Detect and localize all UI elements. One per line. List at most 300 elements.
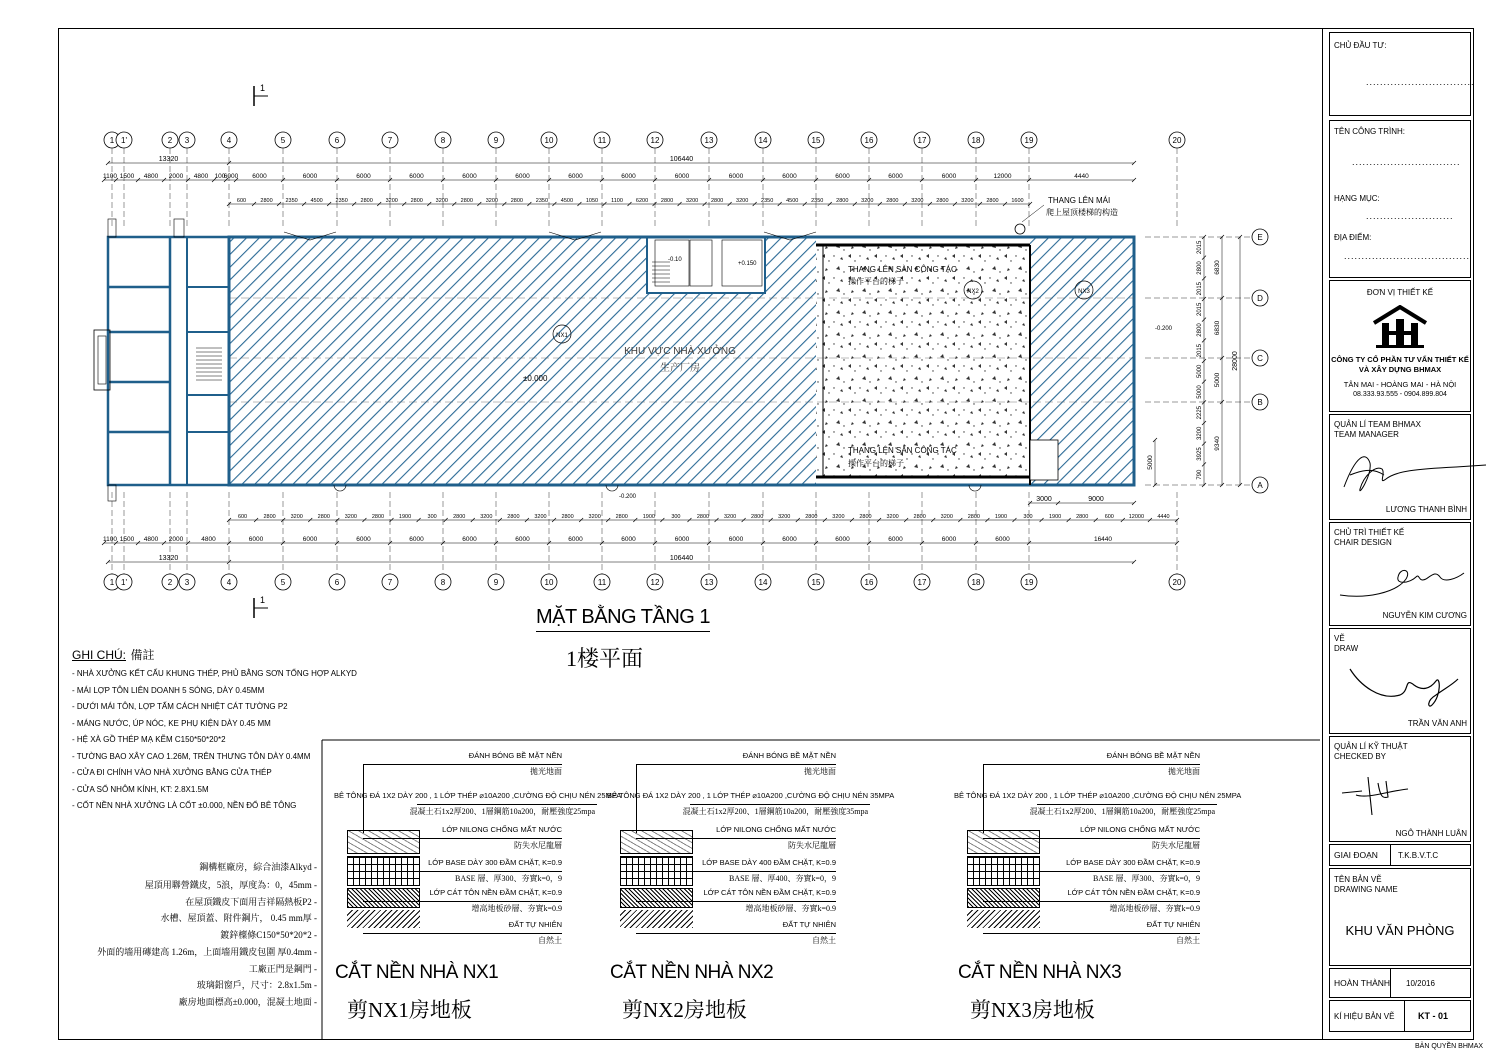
section-layer-label: LỚP NILONG CHỐNG MẤT NƯỚC — [442, 825, 562, 834]
section-layer-label-cn: 拋光地面 — [804, 767, 836, 776]
drawing-name-label: TÊN BẢN VẼ — [1334, 875, 1382, 884]
section-cut-number: 1 — [260, 83, 266, 93]
section-layer-underline — [983, 871, 1200, 872]
dimension-text: 6000 — [782, 536, 797, 543]
draw-label-en: DRAW — [1334, 644, 1359, 653]
nx3-room — [1030, 440, 1058, 480]
dimension-text: 1500 — [119, 536, 135, 543]
company-phone: 08.333.93.555 - 0904.899.804 — [1353, 391, 1447, 398]
zone-label: KHU VỰC NHÀ XƯỞNG — [624, 346, 736, 357]
grid-label: 20 — [1172, 136, 1182, 145]
dimension-text: 5000 — [1147, 455, 1154, 470]
section-layer-label: BÊ TÔNG ĐÁ 1X2 DÀY 200 , 1 LỚP THÉP ⌀10A200 ,CƯỜNG ĐỘ CHỊU NÉN 25MPA — [334, 791, 622, 800]
dimension-text: 12000 — [1128, 514, 1145, 520]
section-layer-underline — [983, 838, 1200, 839]
section-title-cn: 剪NX1房地板 — [347, 998, 472, 1022]
dimension-text: 2800 — [1197, 261, 1203, 275]
dimension-text: 3200 — [723, 514, 737, 520]
dimension-text: 13320 — [158, 555, 179, 562]
dimension-text: 6000 — [888, 536, 903, 543]
note-item-cn: 在屋頂鐵皮下面用吉祥隔熱板P2 - — [185, 897, 317, 907]
dimension-text: 5000 — [1197, 385, 1203, 399]
dimension-text: 2800 — [615, 514, 628, 520]
grid-label: 10 — [544, 578, 554, 587]
note-item: - NHÀ XƯỞNG KẾT CẤU KHUNG THÉP, PHỦ BẰNG SƠN TỔNG HỢP ALKYD — [72, 669, 357, 678]
manager-label-en: TEAM MANAGER — [1334, 430, 1399, 439]
dimension-text: 6000 — [941, 173, 957, 180]
level-mark: -0.200 — [1155, 326, 1173, 332]
dimension-text: 2350 — [335, 198, 348, 204]
grid-label: 14 — [758, 578, 768, 587]
designer-cell — [1329, 280, 1471, 412]
code-divider — [1404, 1001, 1405, 1031]
dimension-text: 6200 — [635, 198, 649, 204]
dimension-text: 6000 — [728, 536, 744, 543]
dimension-text: 2800 — [1197, 323, 1203, 337]
chair-name: NGUYỄN KIM CƯƠNG — [1382, 611, 1467, 620]
dimension-text: 6000 — [462, 173, 477, 180]
owner-value: ............................... — [1366, 77, 1475, 87]
grid-label: 13 — [704, 136, 714, 145]
grid-label: 1' — [121, 578, 127, 587]
grid-label: 7 — [387, 136, 393, 145]
grid-label: E — [1257, 233, 1263, 242]
section-layer-underline — [690, 804, 870, 805]
section-layer-underline — [1037, 804, 1217, 805]
dimension-text: 2225 — [1197, 405, 1203, 420]
dimension-text: 2800 — [859, 514, 872, 520]
dimension-text: 2800 — [986, 198, 999, 204]
layer-sand — [967, 888, 1040, 908]
dimension-text: 6000 — [674, 536, 690, 543]
section-layer-underline — [983, 764, 1200, 765]
dimension-text: 100 — [214, 173, 226, 180]
dimension-text: 13320 — [158, 156, 179, 163]
chair-label-en: CHAIR DESIGN — [1334, 538, 1392, 547]
section-layer-label-cn: 混凝土石1x2厚200、1層鋼筋10a200，耐壓強度25mpa — [409, 807, 595, 816]
dimension-text: 6000 — [888, 173, 903, 180]
section-title-cn: 剪NX2房地板 — [622, 998, 747, 1022]
stage-cell — [1329, 844, 1471, 866]
dimension-text: 2350 — [811, 198, 824, 204]
level-mark: -0.200 — [619, 494, 637, 500]
section-layer-underline — [636, 764, 836, 765]
section-layer-underline — [363, 933, 562, 934]
dimension-text: 3200 — [290, 514, 303, 520]
grid-label: 20 — [1172, 578, 1182, 587]
project-cell — [1329, 120, 1471, 278]
section-layer-underline — [363, 764, 562, 765]
dimension-text: 6000 — [223, 173, 239, 180]
grid-label: 1 — [109, 136, 115, 145]
section-layer-label-cn: BASE 層、厚300、夯實k=0，9 — [455, 874, 562, 883]
section-layer-label: ĐẤT TỰ NHIÊN — [508, 920, 562, 929]
dimension-text: 6000 — [302, 173, 318, 180]
completed-cell — [1329, 968, 1471, 998]
zone-tag: NX1 — [556, 333, 568, 339]
note-item: - CỐT NỀN NHÀ XƯỞNG LÀ CỐT ±0.000, NỀN ĐỔ BÊ TÔNG — [72, 801, 297, 810]
layer-soil — [967, 910, 1040, 928]
dimension-text: 2800 — [263, 514, 276, 520]
roof-ladder-label-cn: 爬上屋顶楼梯的构造 — [1046, 208, 1118, 217]
grid-label: 6 — [334, 136, 340, 145]
layer-concrete — [347, 830, 420, 854]
check-signature — [1338, 769, 1448, 819]
note-item-cn: 工廠正門是鋼門 - — [248, 964, 317, 974]
draw-label: VẼ — [1334, 634, 1345, 643]
code-value: KT - 01 — [1418, 1011, 1449, 1021]
dimension-text: 2015 — [1197, 281, 1203, 296]
grid-label: 5 — [280, 136, 286, 145]
dimension-text: 2800 — [510, 198, 523, 204]
location-label: ĐỊA ĐIỂM: — [1334, 233, 1372, 242]
dimension-text: 3200 — [485, 198, 498, 204]
grid-label: 8 — [440, 136, 446, 145]
drawing-name: KHU VĂN PHÒNG — [1345, 923, 1455, 938]
grid-label: 2 — [167, 578, 173, 587]
dimension-text: 3200 — [588, 514, 601, 520]
note-item: - TƯỜNG BAO XÂY CAO 1.26M, TRÊN THƯNG TÔN DÀY 0.4MM — [72, 751, 311, 761]
dimension-text: 1900 — [398, 514, 412, 520]
dimension-text: 3200 — [961, 198, 974, 204]
dimension-text: 2800 — [836, 198, 849, 204]
dimension-text: 300 — [1023, 514, 1033, 520]
grid-label: 6 — [334, 578, 340, 587]
grid-label: 16 — [864, 578, 874, 587]
dimension-text: 3200 — [534, 514, 547, 520]
dimension-text: 4500 — [310, 198, 323, 204]
grid-label: 3 — [184, 136, 190, 145]
dimension-text: 2015 — [1197, 240, 1203, 255]
dimension-text: 1050 — [585, 198, 599, 204]
manager-cell — [1329, 414, 1471, 520]
dimension-text: 2800 — [561, 514, 574, 520]
dimension-text: 790 — [1197, 469, 1203, 480]
section-layer-label: LỚP NILONG CHỐNG MẤT NƯỚC — [716, 825, 836, 834]
grid-label: 7 — [387, 578, 393, 587]
dimension-text: 2000 — [168, 173, 184, 180]
dimension-text: 106440 — [669, 156, 694, 163]
manager-name: LƯƠNG THANH BÌNH — [1385, 505, 1467, 514]
office-detail — [174, 219, 184, 237]
dimension-text: 6000 — [782, 173, 797, 180]
note-item-cn: 玻璃鋁窗戶，尺寸：2.8x1.5m - — [196, 980, 317, 990]
designer-label: ĐƠN VỊ THIẾT KẾ — [1366, 288, 1434, 297]
section-layer-label-cn: 自然土 — [538, 936, 562, 945]
chair-signature — [1336, 549, 1472, 609]
drawing-name-label-en: DRAWING NAME — [1334, 885, 1398, 894]
dimension-text: 3200 — [832, 514, 845, 520]
completed-divider — [1390, 969, 1391, 997]
stair-label: THANG LÊN SÀN CÔNG TÁC — [848, 265, 957, 274]
section-layer-label: LỚP NILONG CHỐNG MẤT NƯỚC — [1080, 825, 1200, 834]
section-layer-label: ĐÁNH BÓNG BỀ MẶT NỀN — [1106, 751, 1200, 760]
section-layer-underline — [363, 838, 562, 839]
section-layer-label: BÊ TÔNG ĐÁ 1X2 DÀY 200 , 1 LỚP THÉP ⌀10A200 ,CƯỜNG ĐỘ CHỊU NÉN 25MPA — [954, 791, 1242, 800]
section-layer-label-cn: 自然土 — [812, 936, 836, 945]
dimension-text: 2000 — [168, 536, 184, 543]
grid-label: 5 — [280, 578, 286, 587]
grid-label: A — [1257, 481, 1263, 490]
dimension-text: 6000 — [941, 536, 957, 543]
section-layer-label: LỚP BASE DÀY 400 ĐẦM CHẶT, K=0.9 — [702, 858, 836, 867]
dimension-text: 2800 — [936, 198, 949, 204]
dimension-text: 9340 — [1214, 436, 1221, 451]
dimension-text: 6830 — [1214, 260, 1221, 275]
code-cell — [1329, 1000, 1471, 1032]
notes-header-vn: GHI CHÚ: — [72, 648, 126, 662]
dimension-text: 3200 — [911, 198, 924, 204]
section-block — [620, 830, 693, 930]
grid-label: 8 — [440, 578, 446, 587]
grid-label: B — [1257, 398, 1263, 407]
dimension-text: 4800 — [201, 536, 216, 543]
dimension-text: 6000 — [409, 173, 424, 180]
notes-panel — [72, 646, 372, 815]
zone-label-cn: 生产厂房 — [660, 363, 700, 374]
section-block — [347, 830, 420, 930]
grid-label: 12 — [650, 136, 660, 145]
dimension-text: 2800 — [886, 198, 899, 204]
check-label-en: CHECKED BY — [1334, 752, 1387, 761]
draw-signature — [1340, 655, 1470, 715]
grid-label: 11 — [597, 136, 607, 145]
section-layer-label: ĐÁNH BÓNG BỀ MẶT NỀN — [742, 751, 836, 760]
dimension-text: 1100 — [103, 173, 117, 180]
grid-label: C — [1257, 354, 1263, 363]
roof-ladder-label: THANG LÊN MÁI — [1048, 196, 1111, 205]
section-title: CẮT NỀN NHÀ NX2 — [610, 962, 774, 983]
section-layer-label-cn: 增高地板砂層、夯實k=0.9 — [471, 904, 562, 913]
section-layer-label-cn: 拋光地面 — [530, 767, 562, 776]
office-wall — [108, 237, 229, 485]
grid-label: 4 — [226, 136, 232, 145]
grid-label: 15 — [811, 136, 821, 145]
dimension-text: 1900 — [994, 514, 1008, 520]
section-layer-label: LỚP BASE DÀY 300 ĐẦM CHẶT, K=0.9 — [428, 858, 562, 867]
section-layer-label: BÊ TÔNG ĐÁ 1X2 DÀY 200 , 1 LỚP THÉP ⌀10A200 ,CƯỜNG ĐỘ CHỊU NÉN 35MPA — [607, 791, 895, 800]
dimension-text: 300 — [671, 514, 681, 520]
level-mark: +0.150 — [738, 261, 757, 267]
category-label: HẠNG MỤC: — [1334, 194, 1380, 203]
section-layer-underline — [983, 933, 1200, 934]
dimension-text: 5000 — [1214, 372, 1221, 388]
section-layer-label-cn: 防失水尼龍層 — [514, 841, 562, 850]
dimension-text: 2800 — [967, 514, 980, 520]
dimension-text: 6000 — [356, 173, 371, 180]
manager-label: QUẢN LÍ TEAM BHMAX — [1334, 420, 1421, 429]
grid-label: 10 — [544, 136, 554, 145]
dimension-text: 6830 — [1214, 320, 1221, 336]
section-layer-underline — [636, 838, 836, 839]
dimension-text: 1500 — [119, 173, 135, 180]
owner-label: CHỦ ĐẦU TƯ: — [1334, 41, 1387, 50]
dimension-text: 1600 — [1011, 198, 1024, 204]
dimension-text: 12000 — [993, 173, 1012, 180]
section-layer-label: ĐẤT TỰ NHIÊN — [782, 920, 836, 929]
section-layer-label: LỚP BASE DÀY 300 ĐẦM CHẶT, K=0.9 — [1066, 858, 1200, 867]
check-cell — [1329, 736, 1471, 842]
dimension-text: 3925 — [1197, 447, 1203, 461]
section-layer-underline — [417, 804, 597, 805]
grid-label: 3 — [184, 578, 190, 587]
dimension-text: 6000 — [356, 536, 371, 543]
dimension-text: 600 — [236, 198, 247, 204]
dimension-text: 6000 — [835, 536, 850, 543]
section-layer-label-cn: BASE 層、厚300、夯實k=0，9 — [1093, 874, 1200, 883]
dimension-text: 3200 — [685, 198, 699, 204]
dimension-text: 4800 — [143, 536, 159, 543]
company-name-1: CÔNG TY CỔ PHẦN TƯ VẤN THIẾT KẾ — [1331, 355, 1469, 364]
completed-value: 10/2016 — [1406, 979, 1435, 988]
stage-value: T.K.B.V.T.C — [1398, 851, 1439, 860]
section-layer-label: ĐÁNH BÓNG BỀ MẶT NỀN — [468, 751, 562, 760]
note-item-cn: 外面的墻用磚建高 1.26m，上面墻用鐵皮包圍 厚0.4mm - — [97, 947, 317, 957]
grid-label: 4 — [226, 578, 232, 587]
dimension-text: 2800 — [913, 514, 926, 520]
section-layer-label-cn: 混凝土石1x2厚200、1層鋼筋10a200，耐壓強度35mpa — [682, 807, 868, 816]
section-title: CẮT NỀN NHÀ NX1 — [335, 962, 499, 983]
section-block — [967, 830, 1040, 930]
grid-label: 12 — [650, 578, 660, 587]
stair-label-cn: 操作平台的梯子 — [848, 459, 904, 468]
dimension-text: 2800 — [710, 198, 724, 204]
section-layer-label: LỚP CÁT TÔN NỀN ĐẦM CHẶT, K=0.9 — [1067, 888, 1200, 897]
dimension-text: 6000 — [568, 536, 583, 543]
section-title: CẮT NỀN NHÀ NX3 — [958, 962, 1122, 983]
dimension-text: 4500 — [560, 198, 574, 204]
dimension-text: 6000 — [674, 173, 690, 180]
note-item: - MÁNG NƯỚC, ÚP NÓC, KE PHỤ KIỆN DÀY 0.45 MM — [72, 718, 271, 728]
dimension-text: 2800 — [453, 514, 466, 520]
section-layer-label-cn: 防失水尼龍層 — [788, 841, 836, 850]
section-layer-label: LỚP CÁT TÔN NỀN ĐẦM CHẶT, K=0.9 — [429, 888, 562, 897]
section-layer-label: ĐẤT TỰ NHIÊN — [1146, 920, 1200, 929]
dimension-text: 4440 — [1157, 514, 1170, 520]
level-mark: -0.10 — [668, 257, 682, 263]
manager-signature — [1336, 445, 1496, 505]
leader-line — [1022, 205, 1044, 222]
dimension-text: 6000 — [515, 536, 530, 543]
dimension-text: 1100 — [611, 198, 623, 204]
dimension-text: 600 — [237, 514, 248, 520]
dimension-text: 3200 — [778, 514, 791, 520]
layer-sand — [620, 888, 693, 908]
dimension-text: 3200 — [480, 514, 493, 520]
code-label: KÍ HIỆU BẢN VẼ — [1334, 1012, 1395, 1021]
dimension-text: 9000 — [1088, 496, 1104, 503]
owner-cell — [1329, 32, 1475, 116]
section-layer-label-cn: 拋光地面 — [1168, 767, 1200, 776]
dimension-text: 6000 — [248, 536, 264, 543]
dimension-text: 4500 — [786, 198, 799, 204]
section-layer-underline — [363, 871, 562, 872]
roof-ladder-marker — [1015, 224, 1025, 234]
dimension-text: 106440 — [669, 555, 694, 562]
dimension-text: 2800 — [260, 198, 273, 204]
section-layer-label-cn: 增高地板砂層、夯實k=0.9 — [1109, 904, 1200, 913]
dimension-text: 4800 — [193, 173, 209, 180]
section-layer-underline — [363, 901, 562, 902]
grid-label: 11 — [597, 578, 607, 587]
dimension-text: 1900 — [1048, 514, 1062, 520]
dimension-text: 4440 — [1074, 173, 1089, 180]
section-layer-label: LỚP CÁT TÔN NỀN ĐẦM CHẶT, K=0.9 — [703, 888, 836, 897]
grid-label: D — [1257, 294, 1263, 303]
zone-tag: NX2 — [967, 289, 979, 295]
section-layer-label-cn: BASE 層、厚400、夯實k=0，9 — [729, 874, 836, 883]
copyright: BẢN QUYỀN BHMAX — [1415, 1043, 1484, 1050]
company-name-2: VÀ XÂY DỰNG BHMAX — [1358, 365, 1442, 374]
company-logo — [1372, 305, 1428, 349]
chair-label: CHỦ TRÌ THIẾT KẾ — [1334, 528, 1405, 537]
dimension-text: 6000 — [252, 173, 267, 180]
dimension-text: 2800 — [805, 514, 818, 520]
dimension-text: 2350 — [535, 198, 549, 204]
section-cut-number: 1 — [260, 595, 266, 605]
dimension-text: 2800 — [660, 198, 674, 204]
level-mark: ±0.000 — [523, 374, 548, 383]
entrance-porch — [98, 336, 106, 384]
check-label: QUẢN LÍ KỸ THUẬT — [1334, 742, 1408, 751]
grid-label: 18 — [971, 136, 981, 145]
grid-label: 9 — [493, 136, 499, 145]
section-layer-label-cn: 增高地板砂層、夯實k=0.9 — [745, 904, 836, 913]
zone-tag: NX3 — [1078, 289, 1090, 295]
dimension-text: 2800 — [410, 198, 423, 204]
section-layer-label-cn: 防失水尼龍層 — [1152, 841, 1200, 850]
note-item: - CỬA ĐI CHÍNH VÀO NHÀ XƯỞNG BẰNG CỬA THÉP — [72, 768, 272, 777]
dimension-text: 6000 — [995, 536, 1010, 543]
dimension-text: 3200 — [385, 198, 398, 204]
dimension-text: 2800 — [696, 514, 710, 520]
note-item-cn: 鋼構框廠房，綜合油漆Alkyd - — [199, 862, 317, 872]
notes-header — [72, 646, 372, 664]
dimension-text: 3200 — [886, 514, 899, 520]
dimension-text: 3200 — [861, 198, 874, 204]
dimension-text: 6000 — [302, 536, 318, 543]
stage-divider — [1390, 845, 1391, 865]
section-title-cn: 剪NX3房地板 — [970, 998, 1095, 1022]
dimension-text: 2800 — [507, 514, 520, 520]
dimension-text: 16440 — [1093, 536, 1113, 543]
dimension-text: 6000 — [515, 173, 530, 180]
section-layer-underline — [636, 933, 836, 934]
draw-cell — [1329, 628, 1471, 734]
layer-sand — [347, 888, 420, 908]
category-value: ......................... — [1366, 211, 1454, 221]
dimension-text: 3200 — [1197, 426, 1203, 441]
note-item-cn: 屋頂用聯營鐵皮，5浪，厚度為：0，45mm - — [144, 880, 317, 890]
completed-label: HOÀN THÀNH — [1334, 978, 1391, 988]
dimension-text: 6000 — [621, 536, 636, 543]
layer-concrete — [620, 830, 693, 854]
check-name: NGÔ THÀNH LUÂN — [1395, 829, 1467, 838]
section-layer-underline — [636, 871, 836, 872]
dimension-text: 6000 — [409, 536, 424, 543]
dimension-text: 2350 — [285, 198, 298, 204]
note-item-cn: 鍍鋅檁條C150*50*20*2 - — [220, 930, 317, 940]
grid-label: 2 — [167, 136, 173, 145]
chair-cell — [1329, 522, 1471, 626]
dimension-text: 300 — [427, 514, 437, 520]
drawing-name-cell — [1329, 868, 1471, 966]
stage-label: GIAI ĐOẠN — [1334, 850, 1378, 860]
dimension-text: 6000 — [728, 173, 744, 180]
drawing-title: MẶT BẰNG TẦNG 1 — [536, 606, 710, 632]
dimension-text: 2015 — [1197, 343, 1203, 358]
section-layer-underline — [983, 901, 1200, 902]
